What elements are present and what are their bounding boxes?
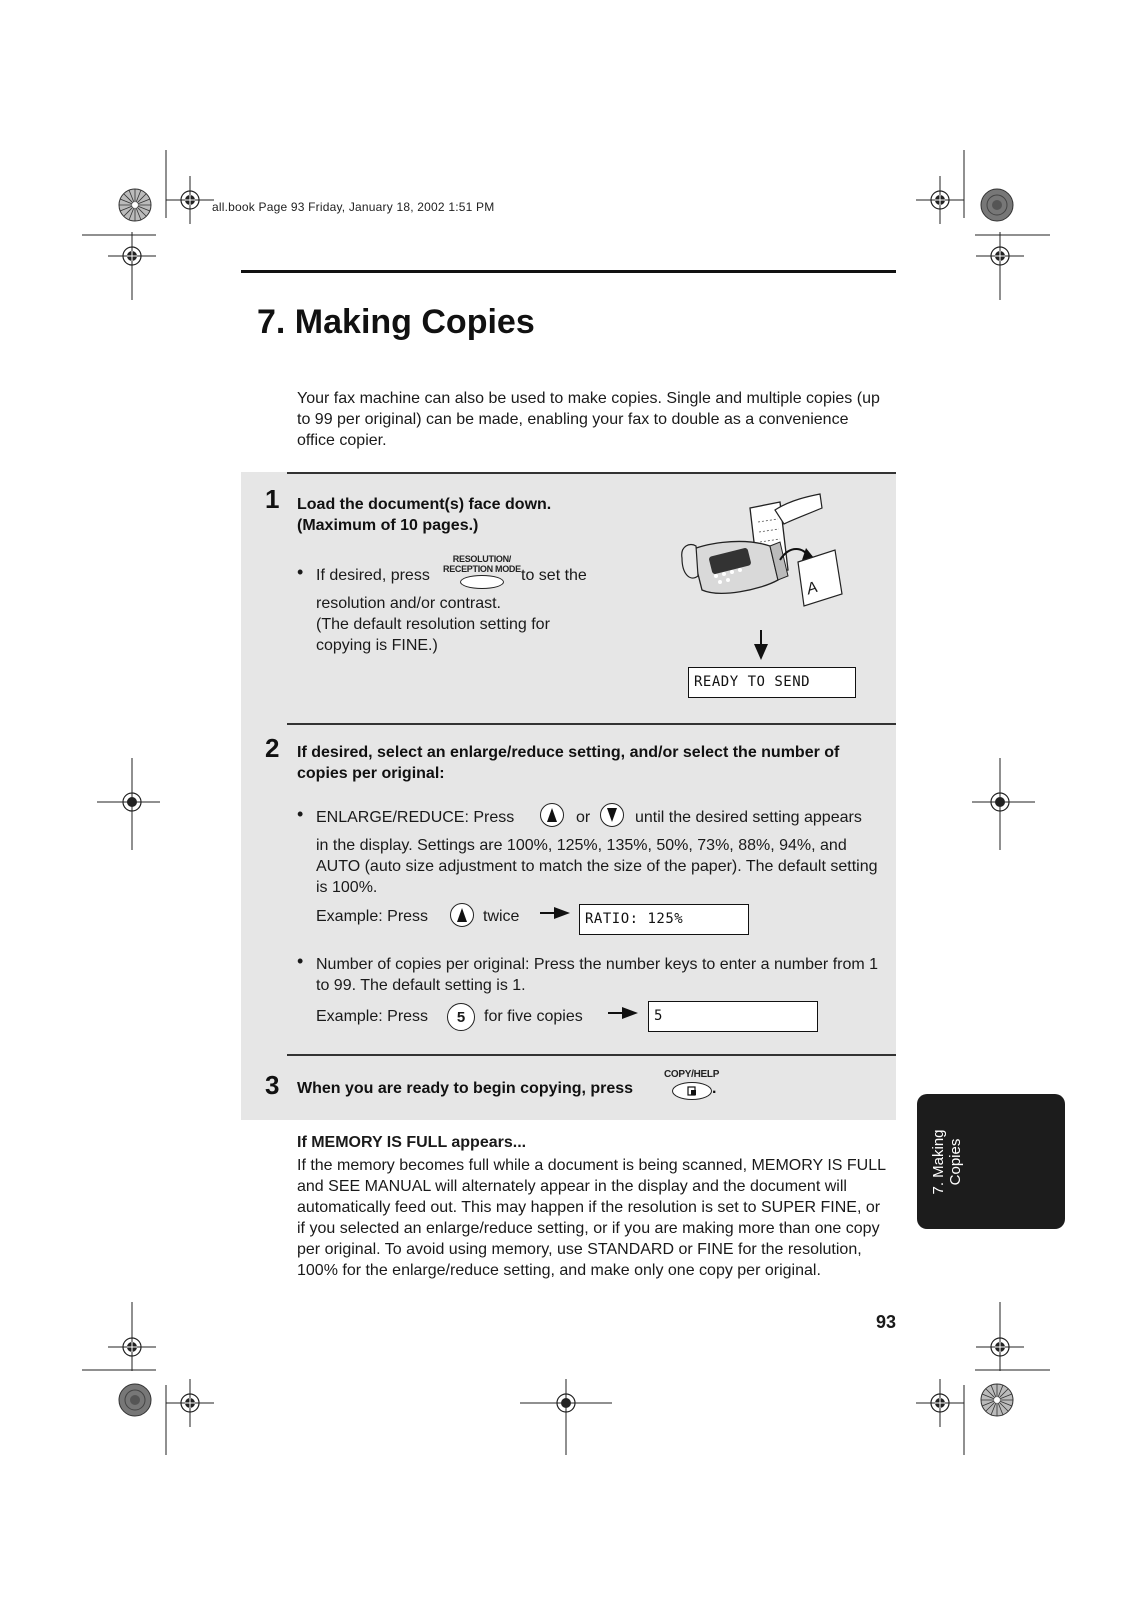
print-header: all.book Page 93 Friday, January 18, 2002 1:51 PM bbox=[212, 200, 495, 214]
step-1-note-line1: (The default resolution setting for bbox=[316, 616, 550, 633]
step-2-number: 2 bbox=[265, 733, 280, 763]
bullet-icon: • bbox=[297, 951, 304, 971]
step-1-rule bbox=[287, 472, 896, 474]
copy-icon bbox=[687, 1086, 697, 1096]
resolution-key-label-1: RESOLUTION/ bbox=[452, 554, 511, 564]
step-1-number: 1 bbox=[265, 484, 280, 514]
display-copies: 5 bbox=[648, 1001, 818, 1032]
step-1-bullet-prefix: If desired, press bbox=[316, 567, 430, 584]
up-arrow-icon bbox=[456, 907, 468, 923]
step-2-bullet1-continuation: in the display. Settings are 100%, 125%, 135%, 50%, 73%, 88%, 94%, and AUTO (auto size adjustment to match the size of the paper). The default setting is 100%. bbox=[316, 837, 878, 896]
side-tab-line2: Copies bbox=[947, 1138, 964, 1186]
up-arrow-key bbox=[540, 803, 564, 827]
step-2-rule bbox=[287, 723, 896, 725]
example1-prefix: Example: Press bbox=[316, 908, 429, 925]
number-key-5: 5 bbox=[447, 1003, 475, 1031]
display-ratio: RATIO: 125% bbox=[579, 904, 749, 935]
up-arrow-icon bbox=[546, 807, 558, 823]
bullet-icon: • bbox=[297, 562, 304, 582]
step-3-heading-end: . bbox=[712, 1080, 717, 1097]
copy-help-key-oval bbox=[672, 1082, 712, 1100]
step-1-heading-line2: (Maximum of 10 pages.) bbox=[297, 517, 479, 534]
intro-paragraph: Your fax machine can also be used to make copies. Single and multiple copies (up to 99 per original) can be made, enabling your fax to double as a convenience office copier. bbox=[297, 390, 880, 449]
chapter-side-tab bbox=[917, 1094, 1065, 1229]
copy-help-key-label: COPY/HELP bbox=[664, 1069, 720, 1080]
step-2-bullet1-suffix: until the desired setting appears bbox=[635, 809, 862, 826]
down-arrow-key bbox=[600, 803, 624, 827]
down-arrow-icon bbox=[753, 630, 769, 660]
copy-help-key bbox=[664, 1070, 719, 1100]
top-rule bbox=[241, 270, 896, 273]
step-3-heading: When you are ready to begin copying, press bbox=[297, 1080, 634, 1097]
step-2-bullet1-prefix: ENLARGE/REDUCE: Press bbox=[316, 809, 515, 826]
resolution-key-label-2: RECEPTION MODE bbox=[443, 564, 521, 574]
step-2-bullet2: Number of copies per original: Press the number keys to enter a number from 1 to 99. The default setting is 1. bbox=[316, 956, 879, 994]
example1-suffix: twice bbox=[483, 908, 520, 925]
step-1-bullet-continuation: resolution and/or contrast. bbox=[316, 595, 501, 612]
right-arrow-icon bbox=[540, 906, 570, 920]
step-3-number: 3 bbox=[265, 1070, 280, 1100]
page-number: 93 bbox=[876, 1312, 897, 1332]
step-3-rule bbox=[287, 1054, 896, 1056]
step-1-heading bbox=[297, 494, 551, 536]
step-1-note-line2: copying is FINE.) bbox=[316, 637, 438, 654]
resolution-key-oval bbox=[460, 575, 504, 589]
step-1-bullet-suffix: to set the bbox=[521, 567, 587, 584]
step-2-bullet1-or: or bbox=[576, 809, 591, 826]
example2-prefix: Example: Press bbox=[316, 1008, 429, 1025]
resolution-key bbox=[443, 554, 521, 589]
right-arrow-icon bbox=[608, 1006, 638, 1020]
display-ready-to-send: READY TO SEND bbox=[688, 667, 856, 698]
step-1-heading-line1: Load the document(s) face down. bbox=[297, 496, 552, 513]
up-arrow-key-example bbox=[450, 903, 474, 927]
down-arrow-icon bbox=[606, 807, 618, 823]
example2-suffix: for five copies bbox=[484, 1008, 583, 1025]
bullet-icon: • bbox=[297, 804, 304, 824]
side-tab-line1: 7. Making bbox=[930, 1129, 947, 1195]
memory-full-body: If the memory becomes full while a document is being scanned, MEMORY IS FULL and SEE MANUAL will alternately appear in the display and the document will automatically feed out. This may happen if the resolution is set to SUPER FINE, or if you selected an enlarge/reduce setting, or if you are making more than one copy per original. To avoid using memory, use STANDARD or FINE for the resolution, 100% for the enlarge/reduce setting, and make only one copy per original. bbox=[297, 1157, 886, 1279]
page-letter: A bbox=[804, 578, 820, 599]
page-title: 7. Making Copies bbox=[257, 303, 535, 341]
step-2-heading: If desired, select an enlarge/reduce setting, and/or select the number of copies per original: bbox=[297, 744, 840, 782]
side-tab-text bbox=[930, 1129, 964, 1194]
memory-full-heading: If MEMORY IS FULL appears... bbox=[297, 1134, 527, 1151]
